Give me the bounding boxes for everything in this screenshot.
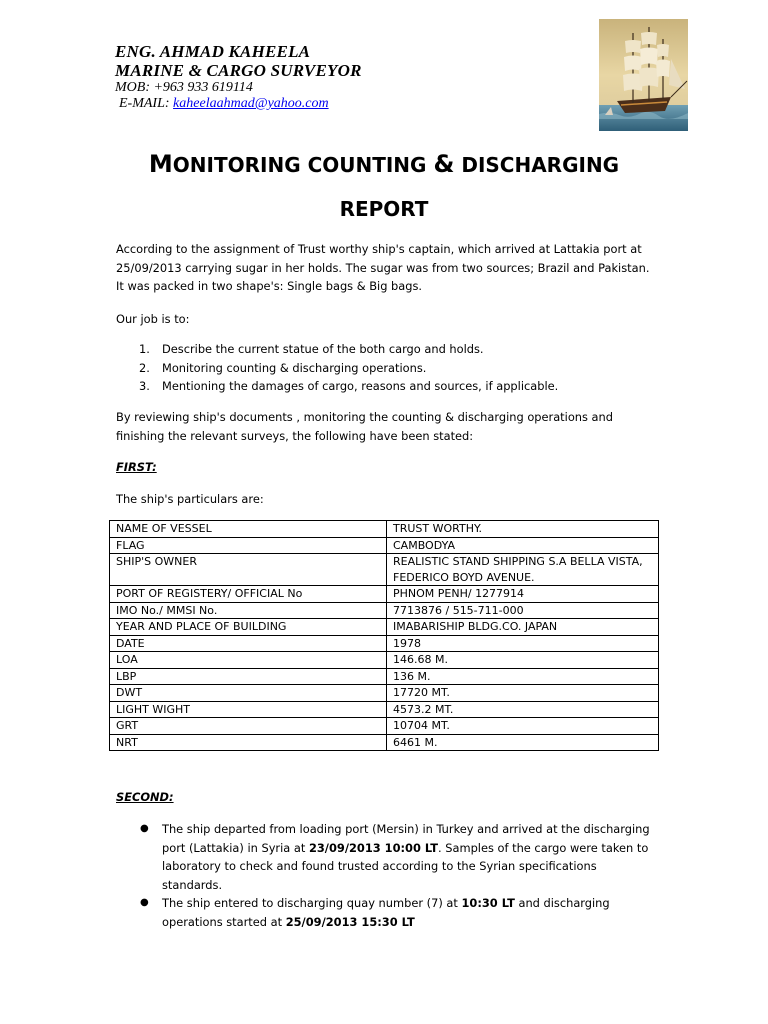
title-initial: M	[148, 150, 173, 178]
row-label: FLAG	[110, 537, 387, 554]
text-part: The ship entered to discharging quay number (7) at	[162, 896, 462, 910]
mobile-number: MOB: +963 933 619114	[115, 80, 253, 95]
list-item	[139, 377, 558, 396]
row-value: IMABARISHIP BLDG.CO. JAPAN	[387, 619, 659, 636]
row-label: SHIP'S OWNER	[110, 554, 387, 586]
row-value: TRUST WORTHY.	[387, 521, 659, 538]
row-value: 10704 MT.	[387, 718, 659, 735]
row-value: 6461 M.	[387, 734, 659, 751]
email-line	[115, 96, 362, 112]
surveyor-name: ENG. AHMAD KAHEELA	[115, 42, 311, 61]
text-part: and discharging operations started at	[162, 896, 610, 929]
table-row	[110, 635, 659, 652]
list-number: 1.	[139, 342, 150, 356]
bullet-icon: ●	[140, 823, 149, 834]
table-row	[110, 537, 659, 554]
row-value: 17720 MT.	[387, 685, 659, 702]
table-row	[110, 521, 659, 538]
review-text: By reviewing ship's documents , monitoring the counting & discharging operations and finishing the relevant surveys, the following have been stated:	[116, 410, 613, 443]
list-number: 2.	[139, 360, 150, 375]
row-label: NRT	[110, 734, 387, 751]
row-value: 7713876 / 515-711-000	[387, 602, 659, 619]
row-value: CAMBODYA	[387, 537, 659, 554]
text-part: The ship departed from loading port (Mersin) in Turkey and arrived at the discharging port (Lattakia) in Syria at	[162, 822, 650, 855]
row-value: REALISTIC STAND SHIPPING S.A BELLA VISTA, FEDERICO BOYD AVENUE.	[387, 554, 659, 586]
surveyor-role: MARINE & CARGO SURVEYOR	[115, 61, 362, 80]
row-label: YEAR AND PLACE OF BUILDING	[110, 619, 387, 636]
row-value: 1978	[387, 635, 659, 652]
intro-text: According to the assignment of Trust worthy ship's captain, which arrived at Lattakia port at 25/09/2013 carrying sugar in her holds. The sugar was from two sources; Brazil and Pakistan. It was packed in two shape's: Single bags & Big bags.	[116, 242, 650, 293]
title-end: DISCHARGING	[454, 153, 620, 177]
list-number: 3.	[139, 379, 150, 393]
list-text	[162, 894, 660, 931]
second-heading: SECOND:	[116, 790, 174, 804]
row-label: GRT	[110, 718, 387, 735]
row-label: LOA	[110, 652, 387, 669]
row-value: 136 M.	[387, 668, 659, 685]
table-row	[110, 619, 659, 636]
title-main: ONITORING COUNTING	[172, 153, 434, 177]
review-paragraph	[116, 408, 656, 445]
row-value: PHNOM PENH/ 1277914	[387, 586, 659, 603]
job-list	[139, 340, 558, 396]
table-row	[110, 652, 659, 669]
email-label: E-MAIL:	[119, 96, 174, 111]
list-item	[140, 894, 660, 931]
list-text: Mentioning the damages of cargo, reasons and sources, if applicable.	[162, 379, 559, 393]
table-row	[110, 602, 659, 619]
email-link[interactable]: kaheelaahmad@yahoo.com	[173, 96, 329, 111]
sailing-ship-image	[599, 19, 688, 131]
row-label: IMO No./ MMSI No.	[110, 602, 387, 619]
row-label: LBP	[110, 668, 387, 685]
table-row	[110, 668, 659, 685]
text-part: . Samples of the cargo were taken to laboratory to check and found trusted according to the Syrian specifications standards.	[162, 840, 649, 892]
row-label: DATE	[110, 635, 387, 652]
list-text: Describe the current statue of the both cargo and holds.	[162, 342, 484, 356]
list-item	[140, 820, 660, 894]
list-text: Monitoring counting & discharging operations.	[162, 360, 427, 375]
particulars-intro: The ship's particulars are:	[116, 492, 264, 506]
row-label: NAME OF VESSEL	[110, 521, 387, 538]
table-row	[110, 718, 659, 735]
row-label: LIGHT WIGHT	[110, 701, 387, 718]
job-intro: Our job is to:	[116, 312, 190, 326]
row-value: 4573.2 MT.	[387, 701, 659, 718]
letterhead	[115, 42, 362, 112]
particulars-table	[109, 520, 659, 751]
row-label: DWT	[110, 685, 387, 702]
intro-paragraph	[116, 240, 656, 296]
table-row	[110, 701, 659, 718]
bold-time: 10:30 LT	[461, 896, 515, 910]
row-label: PORT OF REGISTERY/ OFFICIAL No	[110, 586, 387, 603]
table-row	[110, 734, 659, 751]
report-subtitle: REPORT	[339, 197, 429, 221]
table-row	[110, 586, 659, 603]
bullet-icon: ●	[140, 897, 149, 908]
row-value: 146.68 M.	[387, 652, 659, 669]
table-row	[110, 685, 659, 702]
list-item	[139, 359, 558, 378]
title-ampersand: &	[433, 150, 455, 178]
bold-datetime: 25/09/2013 15:30 LT	[285, 914, 415, 929]
report-title	[0, 150, 768, 178]
list-item	[139, 340, 558, 359]
table-row	[110, 554, 659, 586]
list-text	[162, 820, 660, 894]
first-heading: FIRST:	[116, 460, 157, 474]
bold-datetime: 23/09/2013 10:00 LT	[308, 840, 439, 855]
second-list	[140, 820, 660, 931]
